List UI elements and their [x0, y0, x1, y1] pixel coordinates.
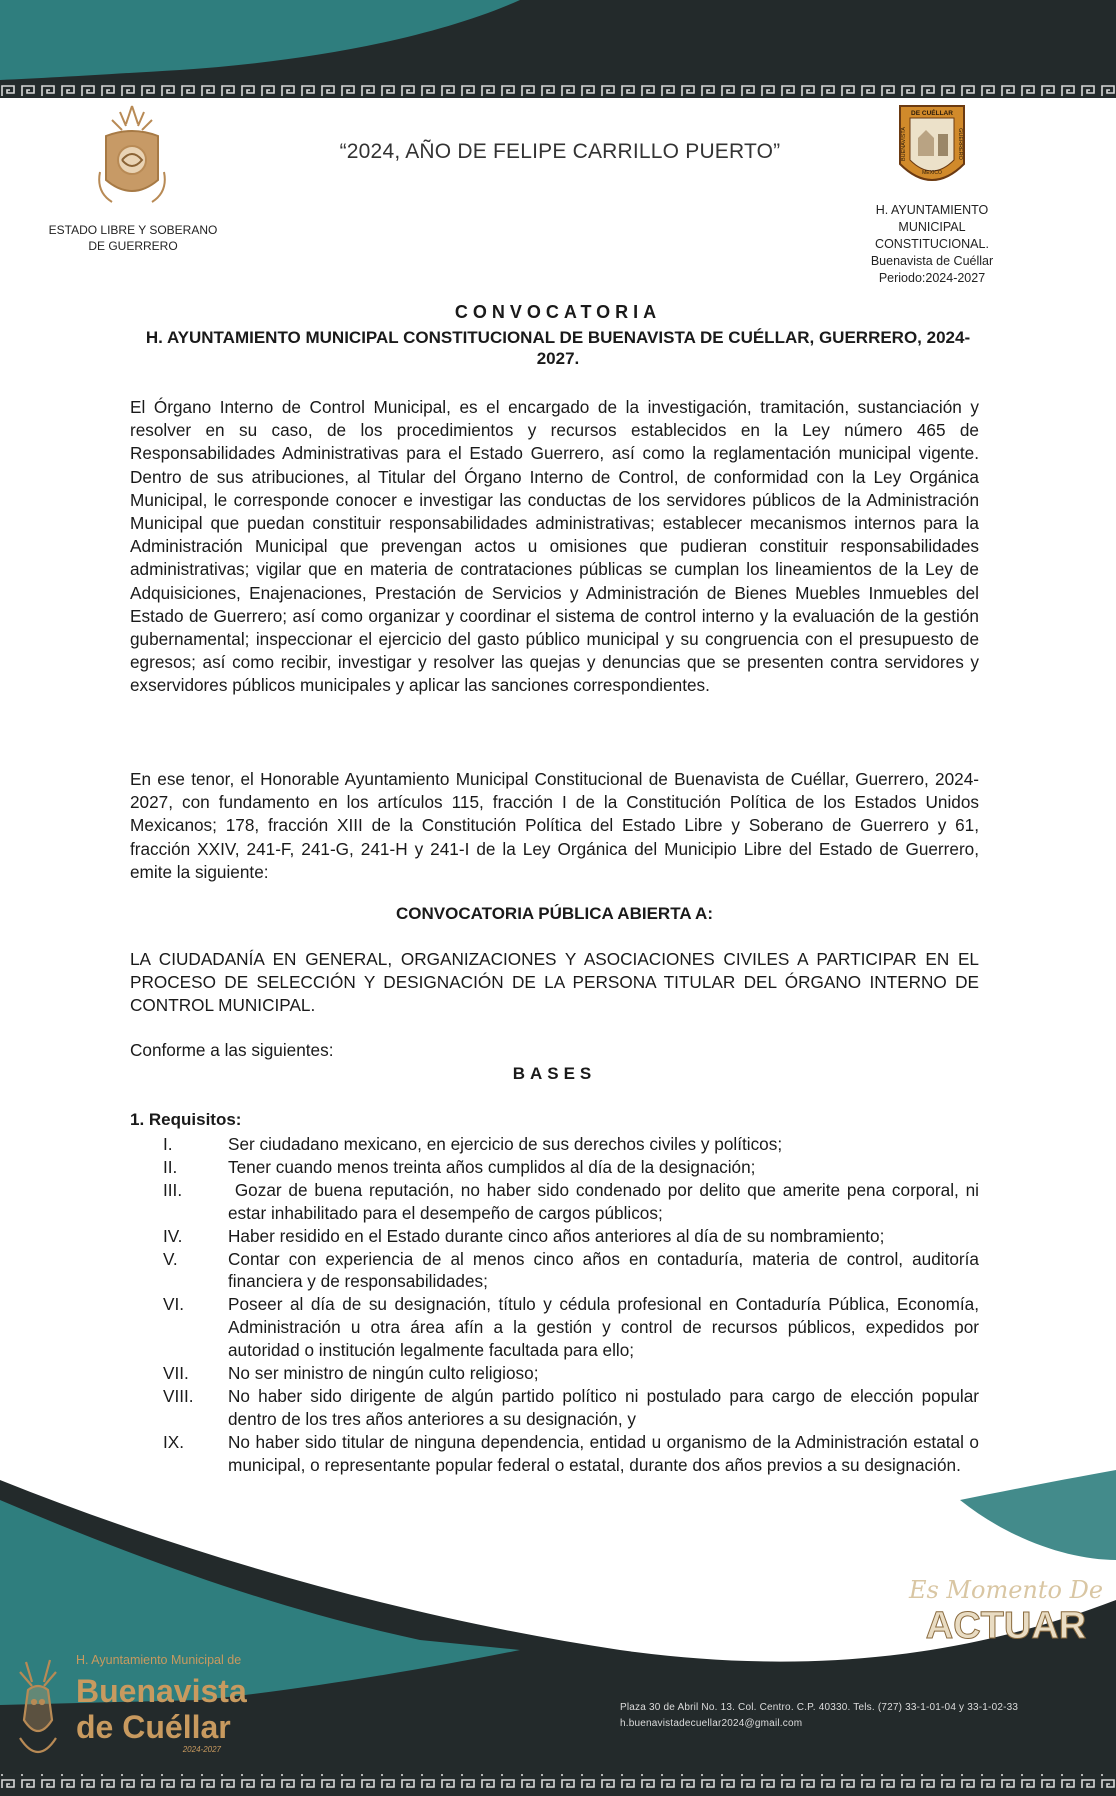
list-item-text: No ser ministro de ningún culto religioso;	[228, 1363, 539, 1384]
requirements-heading: 1. Requisitos:	[130, 1110, 242, 1129]
conforme-line: Conforme a las siguientes:	[130, 1040, 334, 1060]
municipal-caption-line: H. AYUNTAMIENTO	[875, 203, 989, 217]
list-item-text: Gozar de buena reputación, no haber sido condenado por delito que amerite pena corporal, ni estar inhabilitado para el desempeño de cargos públicos;	[228, 1179, 984, 1223]
brand-line2: de Cuéllar	[76, 1709, 231, 1745]
list-item-number: IV.	[163, 1225, 183, 1246]
shield-right-text: GUERRERO	[957, 128, 963, 160]
state-caption-line: ESTADO LIBRE Y SOBERANO	[48, 223, 218, 237]
list-item-number: I.	[163, 1134, 173, 1154]
list-item	[130, 1179, 984, 1225]
list-item	[130, 1362, 979, 1385]
deer-head-logo-icon	[20, 1660, 56, 1752]
municipal-caption-line: Buenavista de Cuéllar	[870, 254, 994, 268]
intro-paragraph: El Órgano Interno de Control Municipal, es el encargado de la investigación, tramitación, sustanciación y resolver en su caso, de los procedimientos y recursos establecidos en la Ley número 465 de Responsabilidades Administrativas para el Estado Guerrero, así como la reglamentación municipal vigente. Dentro de sus atribuciones, al Titular del Órgano Interno de Control, de conformidad con la Ley Orgánica Municipal, le corresponde conocer e investigar las conductas de los servidores públicos de la Administración Municipal que puedan constituir responsabilidades administrativas; establecer mecanismos internos para la Administración Municipal que prevengan actos u omisiones que pudieran constituir responsabilidades administrativas; vigilar que en materia de contrataciones públicas se cumplan los lineamientos de la Ley de Adquisiciones, Enajenaciones, Prestación de Servicios y Administración de Bienes Muebles Inmuebles del Estado de Guerrero; así como organizar y coordinar el sistema de control interno y la evaluación de la gestión gubernamental; inspeccionar el ejercicio del gasto público municipal y su congruencia con el presupuesto de egresos; así como recibir, investigar y resolver las quejas y denuncias que se presenten contra servidores y exservidores públicos municipales y aplicar las sanciones correspondientes.	[130, 397, 979, 696]
bases-heading: BASES	[512, 1064, 597, 1083]
list-item-text: Haber residido en el Estado durante cinco años anteriores al día de su nombramiento;	[228, 1225, 885, 1246]
list-item	[130, 1156, 979, 1179]
legal-basis-paragraph: En ese tenor, el Honorable Ayuntamiento Municipal Constitucional de Buenavista de Cuéllar, Guerrero, 2024-2027, con fundamento en los artículos 115, fracción I de la Constitución Política de los Estados Unidos Mexicanos; 178, fracción XIII de la Constitución Política del Estado Libre y Soberano de Guerrero y 61, fracción XXIV, 241-F, 241-G, 241-H y 241-I de la Ley Orgánica del Municipio Libre del Estado de Guerrero, emite la siguiente:	[130, 769, 979, 882]
list-item	[130, 1293, 979, 1362]
buenavista-municipal-shield-icon	[898, 104, 966, 194]
municipal-caption	[846, 202, 1018, 287]
list-item-text: Tener cuando menos treinta años cumplidos al día de la designación;	[228, 1156, 756, 1177]
greek-border-top	[0, 84, 1116, 98]
list-item-number: III.	[163, 1179, 183, 1200]
slogan-main: ACTUAR	[925, 1605, 1087, 1647]
municipal-caption-line: CONSTITUCIONAL.	[875, 237, 989, 251]
contact-address: Plaza 30 de Abril No. 13. Col. Centro. C.P. 40330. Tels. (727) 33-1-01-04 y 33-1-02-33	[620, 1702, 1019, 1713]
guerrero-state-seal-icon	[92, 102, 172, 212]
list-item-number: VII.	[163, 1363, 189, 1384]
slogan-script: Es Momento De	[908, 1576, 1104, 1604]
list-item	[130, 1133, 979, 1156]
public-call-heading: CONVOCATORIA PÚBLICA ABIERTA A:	[395, 904, 713, 923]
state-caption	[38, 222, 228, 254]
shield-left-text: BUENAVISTA	[901, 126, 907, 162]
brand-top: H. Ayuntamiento Municipal de	[76, 1653, 242, 1667]
list-item	[130, 1431, 979, 1477]
municipal-caption-line: Periodo:2024-2027	[878, 271, 986, 285]
list-item	[130, 1248, 979, 1294]
document-subtitle: H. AYUNTAMIENTO MUNICIPAL CONSTITUCIONAL DE BUENAVISTA DE CUÉLLAR, GUERRERO, 2024-2027.	[145, 328, 971, 368]
list-item-text: Contar con experiencia de al menos cinco años en contaduría, materia de control, auditoría financiera y de responsabilidades;	[228, 1248, 979, 1292]
brand-line1: Buenavista	[76, 1673, 247, 1709]
shield-bottom-text: MEXICO	[922, 170, 942, 176]
slogan-logo	[908, 1568, 1104, 1660]
list-item-number: V.	[163, 1248, 178, 1269]
municipal-brand-logo	[6, 1642, 276, 1782]
list-item-text: Poseer al día de su designación, título y cédula profesional en Contaduría Pública, Economía, Administración u otra área afín a la gestión y control de recursos públicos, expedidos por autoridad o institución legalmente facultada para ello;	[228, 1294, 979, 1361]
brand-period: 2024-2027	[182, 1745, 221, 1754]
shield-top-text: DE CUÉLLAR	[911, 110, 953, 117]
year-motto: “2024, AÑO DE FELIPE CARRILLO PUERTO”	[339, 140, 781, 163]
contact-info	[620, 1700, 1060, 1732]
list-item-number: IX.	[163, 1431, 185, 1452]
list-item-number: VI.	[163, 1294, 185, 1315]
requirements-list	[130, 1133, 984, 1477]
audience-paragraph: LA CIUDADANÍA EN GENERAL, ORGANIZACIONES Y ASOCIACIONES CIVILES A PARTICIPAR EN EL PROCESO DE SELECCIÓN Y DESIGNACIÓN DE LA PERSONA TITULAR DEL ÓRGANO INTERNO DE CONTROL MUNICIPAL.	[130, 949, 979, 1015]
list-item-number: VIII.	[163, 1385, 194, 1406]
list-item-number: II.	[163, 1156, 178, 1177]
municipal-caption-line: MUNICIPAL	[898, 220, 966, 234]
list-item-text: No haber sido titular de ninguna dependencia, entidad u organismo de la Administración estatal o municipal, o representante popular federal o estatal, durante dos años previos a su designación.	[228, 1431, 979, 1475]
list-item	[130, 1225, 979, 1248]
state-caption-line: DE GUERRERO	[88, 239, 178, 253]
document-title: CONVOCATORIA	[454, 302, 662, 322]
list-item	[130, 1385, 979, 1431]
list-item-text: No haber sido dirigente de algún partido político ni postulado para cargo de elección popular dentro de los tres años anteriores a su designación, y	[228, 1385, 979, 1429]
contact-email: h.buenavistadecuellar2024@gmail.com	[620, 1718, 803, 1729]
list-item-text: Ser ciudadano mexicano, en ejercicio de sus derechos civiles y políticos;	[228, 1134, 783, 1154]
